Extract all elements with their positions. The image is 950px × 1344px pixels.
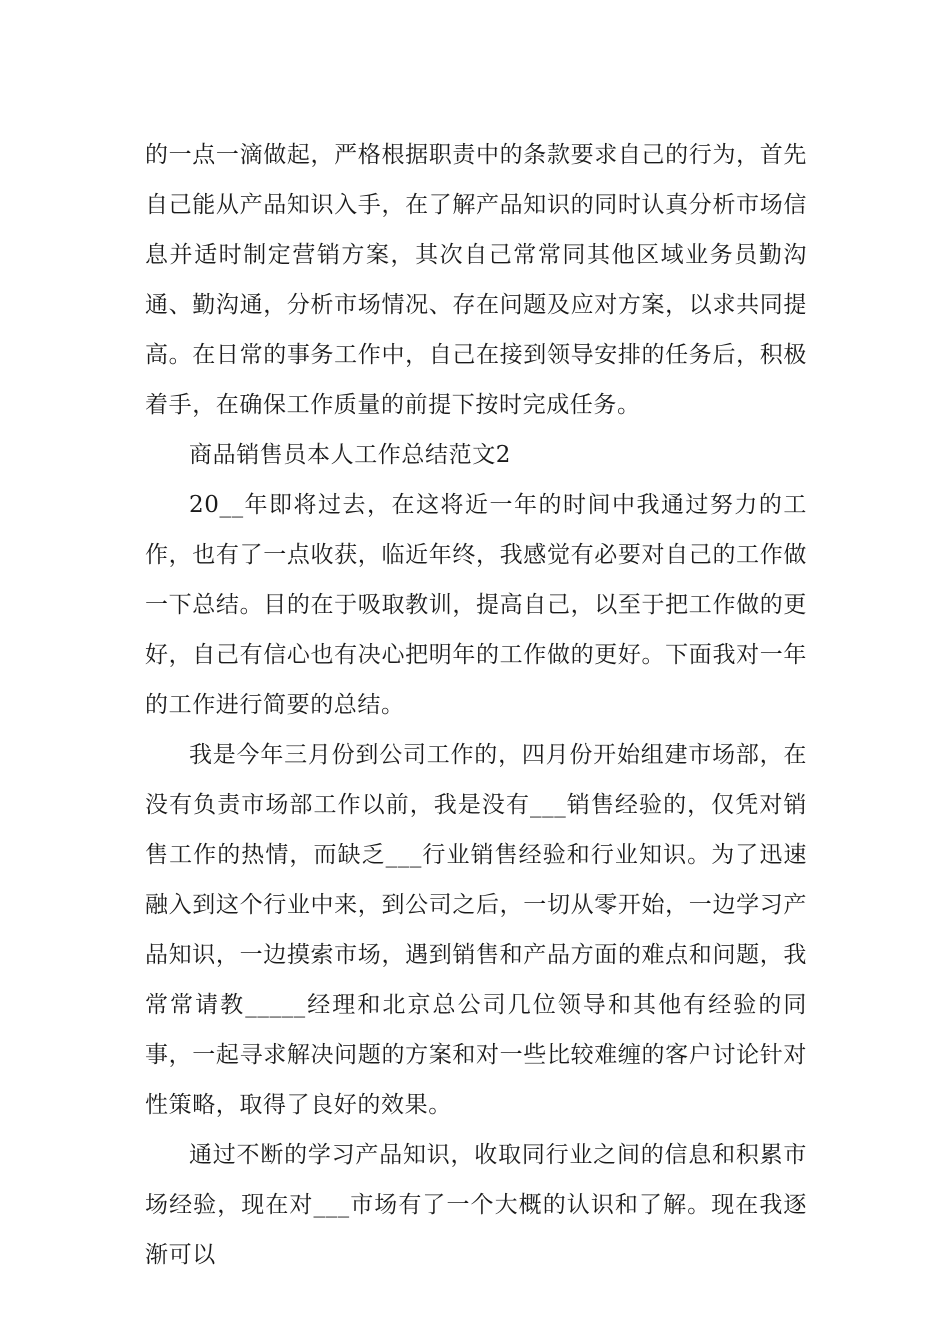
- paragraph-continuation: 的一点一滴做起，严格根据职责中的条款要求自己的行为，首先自己能从产品知识入手，在了解产品知识的同时认真分析市场信息并适时制定营销方案，其次自己常常同其他区域业务员勤沟通、勤沟通，分析市场情况、存在问题及应对方案，以求共同提高。在日常的事务工作中，自己在接到领导安排的任务后，积极着手，在确保工作质量的前提下按时完成任务。: [145, 142, 807, 418]
- section-heading: 商品销售员本人工作总结范文2: [189, 442, 512, 468]
- paragraph-intro: 20__年即将过去，在这将近一年的时间中我通过努力的工作，也有了一点收获，临近年终，我感觉有必要对自己的工作做一下总结。目的在于吸取教训，提高自己，以至于把工作做的更好，自己有信心也有决心把明年的工作做的更好。下面我对一年的工作进行简要的总结。: [145, 492, 807, 718]
- paragraph-learning: 通过不断的学习产品知识，收取同行业之间的信息和积累市场经验，现在对___市场有了一个大概的认识和了解。现在我逐渐可以: [145, 1142, 807, 1268]
- paragraph-background: 我是今年三月份到公司工作的，四月份开始组建市场部，在没有负责市场部工作以前，我是没有___销售经验的，仅凭对销售工作的热情，而缺乏___行业销售经验和行业知识。为了迅速融入到这个行业中来，到公司之后，一切从零开始，一边学习产品知识，一边摸索市场，遇到销售和产品方面的难点和问题，我常常请教_____经理和北京总公司几位领导和其他有经验的同事，一起寻求解决问题的方案和对一些比较难缠的客户讨论针对性策略，取得了良好的效果。: [145, 742, 807, 1118]
- document-page: [145, 130, 807, 1280]
